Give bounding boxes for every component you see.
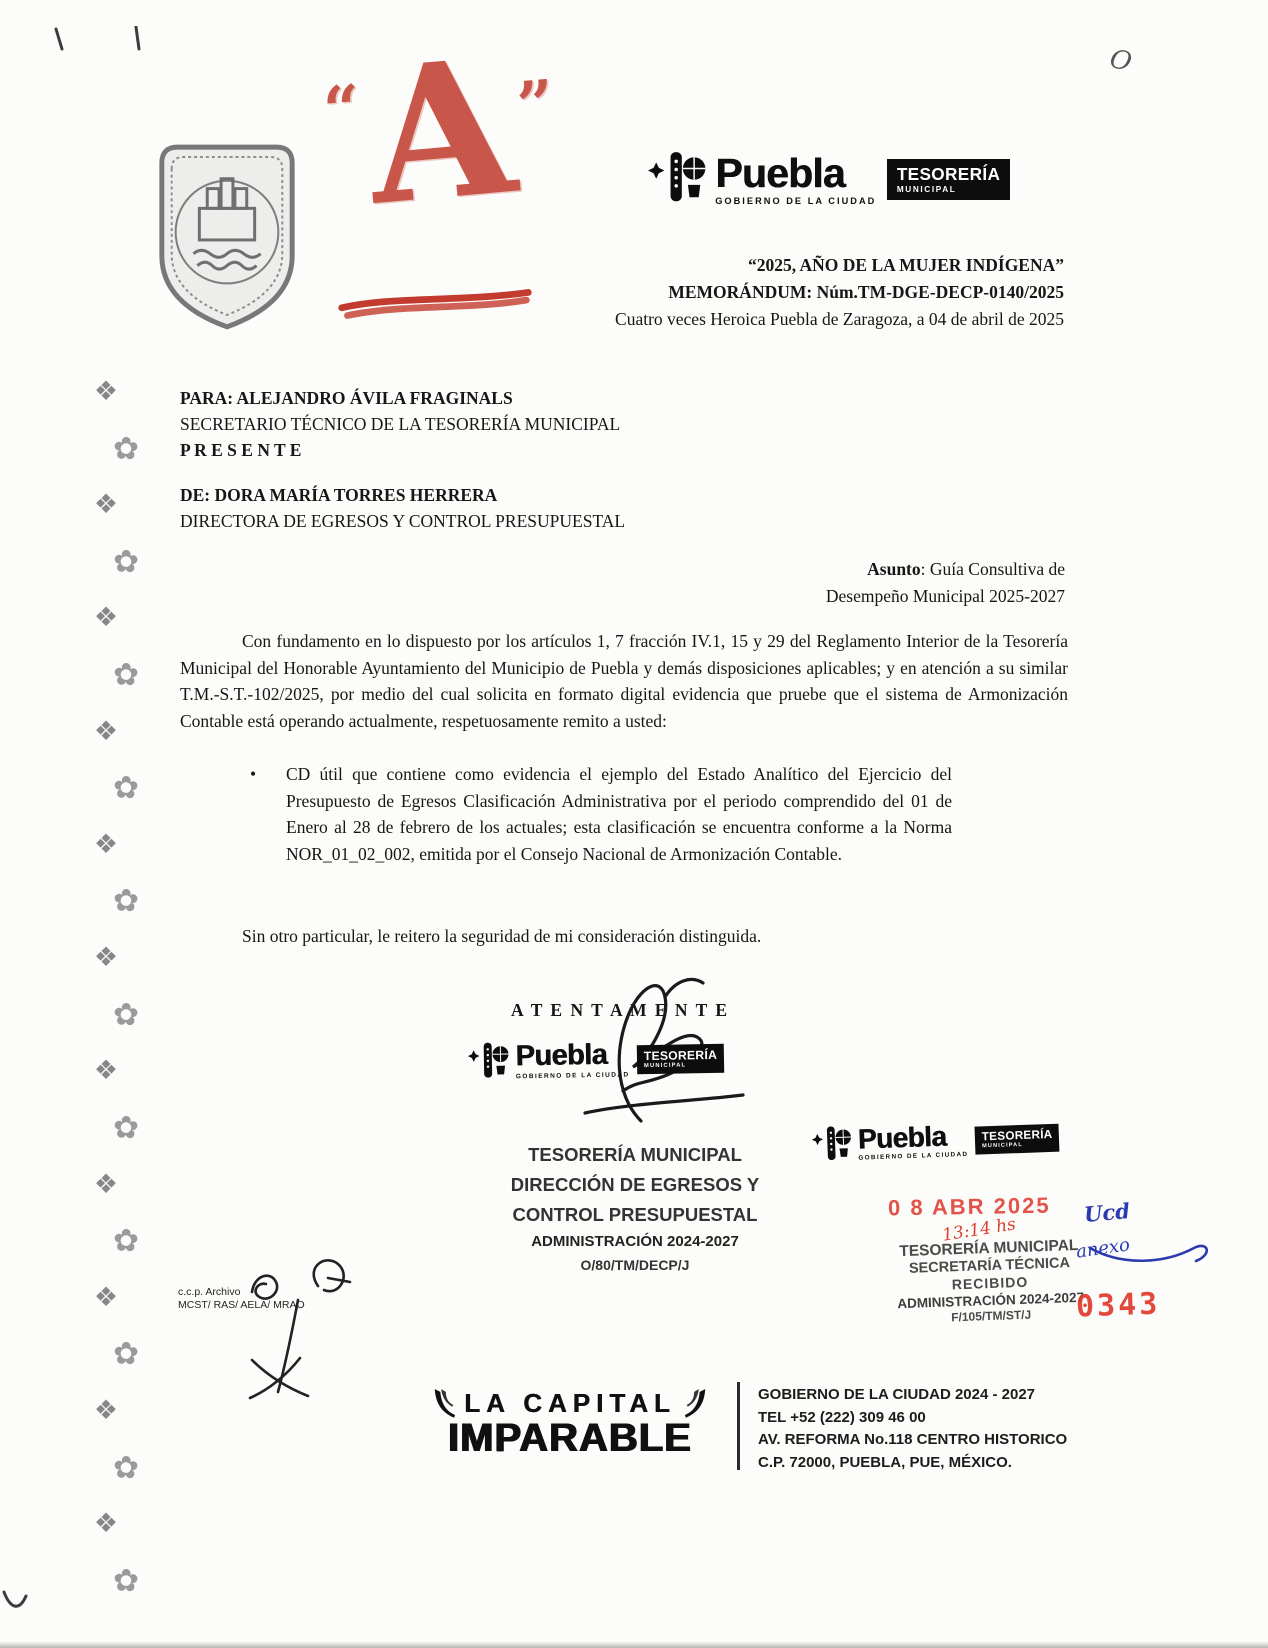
received-line-1: TESORERÍA MUNICIPAL (899, 1236, 1079, 1261)
grade-open-quote: “ (320, 71, 364, 149)
puebla-wordmark: Puebla (515, 1039, 608, 1073)
grade-letter: A (359, 16, 519, 247)
footer-address-line4: C.P. 72000, PUEBLA, PUE, MÉXICO. (758, 1453, 1012, 1471)
puebla-wordmark: Puebla (857, 1120, 947, 1155)
puebla-monument-icon (811, 1123, 854, 1168)
recipient-title-line: SECRETARIO TÉCNICO DE LA TESORERÍA MUNICIPAL (180, 414, 621, 434)
sender-block (180, 482, 625, 534)
handwritten-grade-a (319, 16, 562, 247)
recipient-para-line: PARA: ALEJANDRO ÁVILA FRAGINALS (180, 388, 513, 408)
bullet-text: CD útil que contiene como evidencia el ejemplo del Estado Analítico del Ejercicio del Presupuesto de Egresos Clasificación Administrativa por el periodo comprendido del 01 de Enero al 28 de febrero de los actuales; esta clasificación se encuentra conforme a la Norma NOR_01_02_002, emitida por el Consejo Nacional de Armonización Contable. (286, 764, 952, 864)
puebla-tesoreria-logo-signature (468, 1036, 725, 1085)
tesoreria-badge-title: TESORERÍA (643, 1047, 718, 1064)
corner-pen-mark: O (1106, 43, 1135, 79)
recipient-block (180, 385, 620, 463)
subject-line2: Desempeño Municipal 2025-2027 (825, 586, 1065, 606)
gobierno-tagline: GOBIERNO DE LA CIUDAD (715, 195, 877, 206)
puebla-tesoreria-logo-header (648, 148, 1010, 212)
grade-close-quote: ” (513, 66, 558, 145)
subject-rest: : Guía Consultiva de (920, 559, 1065, 579)
imparable-text: IMPARABLE (448, 1416, 692, 1460)
received-line-3: RECIBIDO (951, 1273, 1029, 1293)
la-capital-row (420, 1386, 720, 1420)
edge-tick-marks (52, 26, 144, 54)
ccp-line-2: MCST/ RAS/ AELA/ MRAO (178, 1299, 305, 1311)
sig-line-2: DIRECCIÓN DE EGRESOS Y (510, 1174, 760, 1195)
la-capital-text: LA CAPITAL (464, 1387, 676, 1418)
signature-text-block (460, 1140, 810, 1276)
laurel-wing-right-icon (684, 1386, 708, 1420)
tesoreria-badge (887, 159, 1010, 200)
la-capital-imparable-logo (420, 1386, 720, 1461)
ccp-line-1: c.c.p. Archivo (178, 1286, 241, 1298)
gobierno-tagline: GOBIERNO DE LA CIUDAD (858, 1151, 969, 1163)
bullet-item (250, 761, 952, 867)
sig-line-1: TESORERÍA MUNICIPAL (528, 1144, 742, 1165)
blue-pen-note-word1: Ucd (1082, 1198, 1131, 1227)
footer-divider (737, 1382, 740, 1470)
folio-number-stamp: 0343 (1075, 1286, 1161, 1325)
laurel-wing-left-icon (432, 1386, 456, 1420)
gobierno-tagline: GOBIERNO DE LA CIUDAD (515, 1071, 630, 1081)
puebla-monument-icon (468, 1039, 512, 1085)
tesoreria-badge (975, 1123, 1060, 1154)
footer-address-line3: AV. REFORMA No.118 CENTRO HISTORICO (758, 1431, 1068, 1448)
closing-line: Sin otro particular, le reitero la seguridad de mi consideración distinguida. (242, 926, 762, 946)
tesoreria-badge (637, 1044, 725, 1074)
blue-pen-note-word2: anexo (1074, 1234, 1132, 1263)
subject-block (645, 556, 1065, 610)
dateline: Cuatro veces Heroica Puebla de Zaragoza, a 04 de abril de 2025 (615, 309, 1064, 329)
received-line-2: SECRETARÍA TÉCNICA (908, 1255, 1071, 1277)
received-date-stamp: 0 8 ABR 2025 (887, 1192, 1051, 1221)
sig-line-4: ADMINISTRACIÓN 2024-2027 (531, 1233, 739, 1250)
body-paragraph: Con fundamento en lo dispuesto por los artículos 1, 7 fracción IV.1, 15 y 29 del Reglamento Interior de la Tesorería Municipal del Honorable Ayuntamiento del Municipio de Puebla y demás disposiciones aplicables; y en atención a su similar T.M.-S.T.-102/2025, por medio del cual solicita en formato digital evidencia que pruebe que el sistema de Armonización Contable está operando actualmente, respetuosamente remito a usted: (180, 631, 1068, 731)
footer-address-block (758, 1384, 1067, 1474)
subject-label: Asunto (867, 559, 921, 579)
sig-line-5: O/80/TM/DECP/J (580, 1257, 690, 1273)
sig-line-3: CONTROL PRESUPUESTAL (512, 1204, 758, 1225)
bottom-edge-pen-mark (2, 1586, 28, 1618)
left-ornament-border: ❖ ✿ ❖ ✿ ❖ ✿ ❖ ✿ ❖ ✿ ❖ ✿ ❖ ✿ ❖ ✿ ❖ ✿ ❖ ✿ ❖ ✿ (93, 376, 140, 1599)
bullet-marker: • (250, 764, 257, 784)
puebla-wordmark: Puebla (715, 150, 845, 197)
puebla-monument-icon (648, 148, 709, 212)
recipient-presente-line: P R E S E N T E (180, 440, 302, 460)
tesoreria-badge-subtitle: MUNICIPAL (896, 185, 957, 195)
year-slogan: “2025, AÑO DE LA MUJER INDÍGENA” (748, 255, 1064, 275)
puebla-tesoreria-logo-received (811, 1116, 1060, 1168)
tesoreria-badge-subtitle: MUNICIPAL (982, 1142, 1023, 1150)
sender-title-line: DIRECTORA DE EGRESOS Y CONTROL PRESUPUESTAL (180, 511, 626, 531)
memo-number-line: MEMORÁNDUM: Núm.TM-DGE-DECP-0140/2025 (668, 282, 1064, 302)
tesoreria-badge-title: TESORERÍA (896, 164, 1001, 185)
sender-de-line: DE: DORA MARÍA TORRES HERRERA (180, 485, 498, 505)
header-lines (504, 252, 1064, 333)
tesoreria-badge-subtitle: MUNICIPAL (643, 1062, 687, 1070)
pen-cross-stroke (246, 1298, 328, 1410)
received-line-4: ADMINISTRACIÓN 2024-2027 (897, 1289, 1085, 1312)
subject-line1 (645, 556, 1065, 583)
city-coat-of-arms (148, 136, 306, 336)
footer-address-line1: GOBIERNO DE LA CIUDAD 2024 - 2027 (758, 1386, 1036, 1403)
tesoreria-badge-title: TESORERÍA (981, 1127, 1053, 1143)
received-line-5: F/105/TM/ST/J (950, 1307, 1032, 1325)
received-time-handwritten: 13:14 hs (940, 1214, 1018, 1246)
atentamente-line: A T E N T A M E N T E (510, 1000, 730, 1020)
footer-address-line2: TEL +52 (222) 309 46 00 (758, 1408, 926, 1426)
